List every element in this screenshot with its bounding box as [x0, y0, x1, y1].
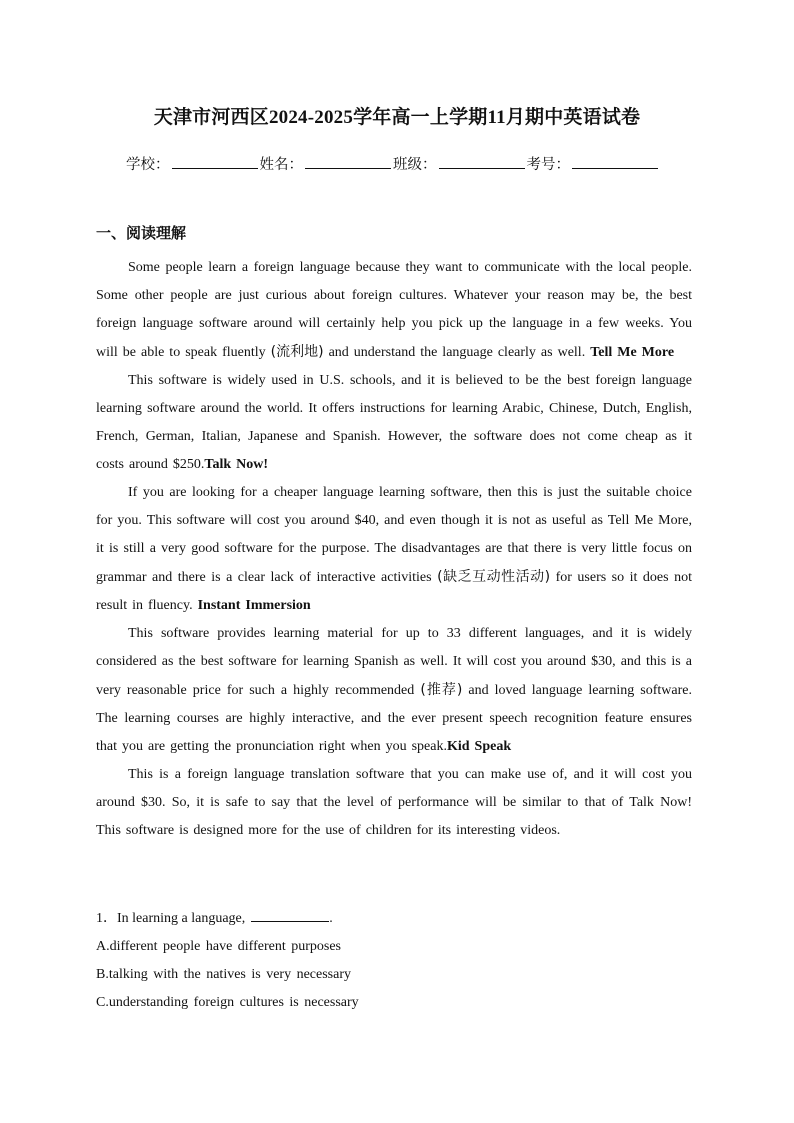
paragraph-text: This software is widely used in U.S. schools, and it is believed to be the best foreign language learning software around the world. It offers instructions for learning Arabic, Chinese, Dutch, English, French, German, Italian, Japanese and Spanish. However, the software does not come cheap as it costs around $250. [96, 373, 692, 472]
option-a[interactable]: A.different people have different purposes [96, 939, 342, 954]
subheading: Instant Immersion [197, 598, 311, 613]
chinese-gloss: (推荐) [420, 682, 463, 698]
paragraph-text: If you are looking for a cheaper language learning software, then this is just the suitable choice for you. This software will cost you around $40, and even though it is not as useful as Tell Me More, it is still a very good software for the purpose. The disadvantages are that there is very little focus on grammar and there is a clear lack of interactive activities [96, 485, 692, 585]
reading-passage [96, 254, 692, 845]
passage-paragraph [96, 620, 692, 761]
passage-paragraph [96, 254, 692, 367]
student-info-row [126, 153, 660, 174]
chinese-gloss: (缺乏互动性活动) [437, 569, 551, 585]
paragraph-text: and loved language learning software. The learning courses are highly interactive, and the ever present speech recognition feature ensures that you are getting the pronunciation right when you speak. [96, 683, 692, 754]
exam-title: 天津市河西区2024-2025学年高一上学期11月期中英语试卷 [153, 107, 641, 128]
name-label: 姓名： [259, 157, 303, 173]
subheading: Kid Speak [446, 739, 512, 754]
chinese-gloss: (流利地) [270, 344, 324, 360]
question-stem [96, 905, 359, 933]
section-title: 一、阅读理解 [96, 224, 187, 242]
exam-number-blank[interactable] [572, 154, 658, 169]
passage-paragraph [96, 367, 692, 479]
answer-blank[interactable] [251, 907, 329, 922]
paragraph-text: Some people learn a foreign language because they want to communicate with the local people. Some other people are just curious about foreign cultures. Whatever your reason may be, the best foreign language software around will certainly help you pick up the language in a few weeks. You will be able to speak fluently [96, 260, 692, 360]
paragraph-text: This software provides learning material for up to 33 different languages, and it is widely considered as the best software for learning Spanish as well. It will cost you around $30, and this is a very reasonable price for such a highly recommended [96, 626, 692, 698]
class-blank[interactable] [439, 154, 525, 169]
name-blank[interactable] [305, 154, 391, 169]
subheading: Tell Me More [590, 345, 675, 360]
question-1 [96, 905, 359, 1017]
question-text: 1．In learning a language, [96, 911, 246, 926]
option-b[interactable]: B.talking with the natives is very necessary [96, 967, 351, 982]
question-end: . [329, 911, 333, 926]
subheading: Talk Now! [204, 457, 269, 472]
exam-number-label: 考号： [526, 157, 570, 173]
paragraph-text: and understand the language clearly as well. [323, 345, 591, 360]
paragraph-text: This is a foreign language translation software that you can make use of, and it will cost you around $30. So, it is safe to say that the level of performance will be similar to that of Talk Now! This software is designed more for the use of children for its interesting videos. [96, 767, 692, 838]
passage-paragraph [96, 761, 692, 845]
school-blank[interactable] [172, 154, 258, 169]
school-label: 学校： [126, 157, 170, 173]
class-label: 班级： [393, 157, 437, 173]
paragraph-text: for users so it does not result in fluency. [96, 570, 692, 613]
option-c[interactable]: C.understanding foreign cultures is necessary [96, 995, 359, 1010]
passage-paragraph [96, 479, 692, 620]
